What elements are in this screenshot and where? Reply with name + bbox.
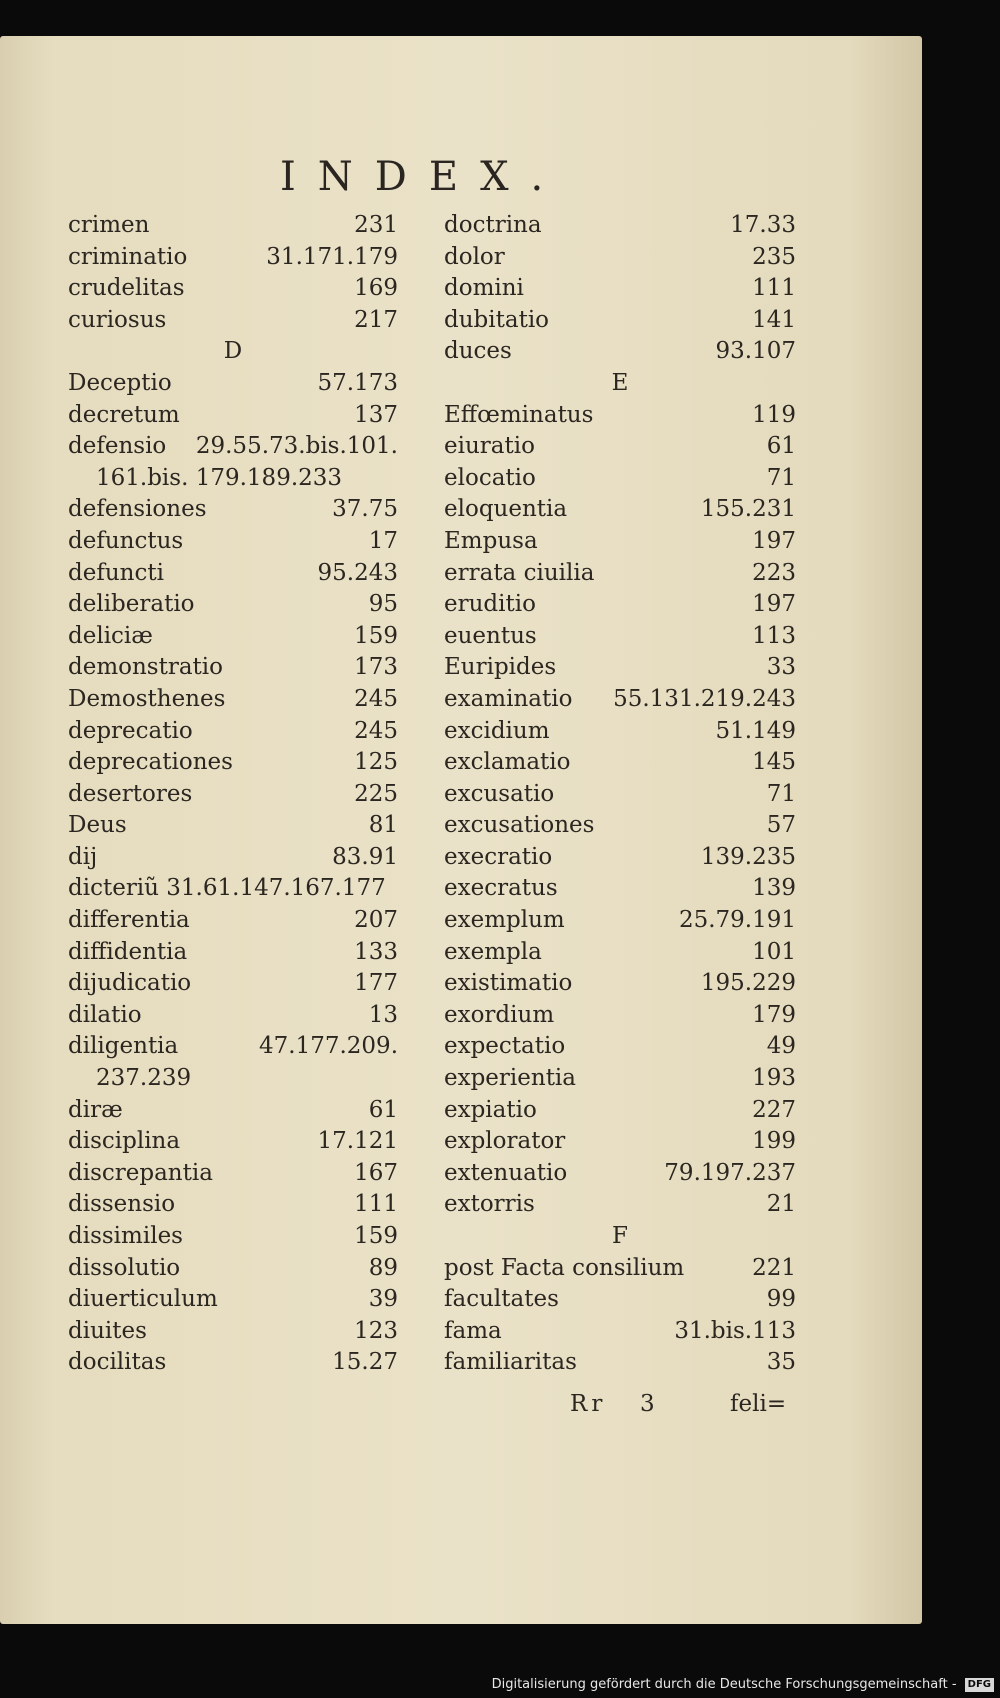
index-term: execratus bbox=[444, 875, 558, 902]
index-entry bbox=[68, 463, 398, 495]
index-term: disciplina bbox=[68, 1128, 181, 1155]
index-pages: 167 bbox=[354, 1159, 398, 1186]
index-entry bbox=[68, 747, 398, 779]
index-entry bbox=[68, 1031, 398, 1063]
index-pages: 13 bbox=[368, 1001, 398, 1028]
index-entry bbox=[68, 400, 398, 432]
index-pages: 177 bbox=[354, 970, 398, 997]
index-pages: 133 bbox=[354, 938, 398, 965]
index-entry bbox=[68, 968, 398, 1000]
index-entry bbox=[68, 905, 398, 937]
index-term: criminatio bbox=[68, 243, 188, 270]
index-pages: 17.33 bbox=[730, 212, 796, 238]
section-letter bbox=[444, 1221, 796, 1253]
index-entry bbox=[444, 589, 796, 621]
index-term: crudelitas bbox=[68, 275, 185, 302]
index-pages: 57 bbox=[766, 812, 796, 839]
index-term: defuncti bbox=[68, 559, 164, 586]
index-entry bbox=[68, 779, 398, 811]
index-pages: 55.131.219.243 bbox=[613, 685, 796, 712]
index-entry bbox=[444, 779, 796, 811]
index-term: expiatio bbox=[444, 1096, 537, 1123]
index-entry bbox=[444, 1095, 796, 1127]
index-term: exclamatio bbox=[444, 749, 571, 776]
index-pages: 25.79.191 bbox=[678, 907, 796, 934]
index-column-right bbox=[444, 210, 796, 1379]
index-pages: 33 bbox=[766, 654, 796, 681]
index-entry bbox=[444, 684, 796, 716]
index-term: fama bbox=[444, 1317, 502, 1344]
index-pages: 21 bbox=[766, 1191, 796, 1218]
index-pages: 125 bbox=[354, 749, 398, 776]
index-term: deliberatio bbox=[68, 591, 195, 618]
index-term: facultates bbox=[444, 1286, 559, 1313]
index-entry bbox=[68, 1000, 398, 1032]
section-letter-text: D bbox=[223, 338, 243, 365]
index-pages: 113 bbox=[752, 622, 796, 649]
book-page bbox=[0, 36, 922, 1624]
index-pages: 83.91 bbox=[332, 843, 398, 870]
index-term: excusationes bbox=[444, 812, 595, 839]
index-entry bbox=[68, 1126, 398, 1158]
index-pages: 49 bbox=[766, 1033, 796, 1060]
index-entry bbox=[68, 716, 398, 748]
index-term: exempla bbox=[444, 938, 542, 965]
index-entry bbox=[68, 494, 398, 526]
index-entry bbox=[444, 1253, 796, 1285]
index-entry bbox=[68, 526, 398, 558]
index-term: expectatio bbox=[444, 1033, 566, 1060]
index-entry bbox=[444, 463, 796, 495]
index-entry bbox=[68, 368, 398, 400]
catchword: feli= bbox=[730, 1391, 787, 1417]
index-entry bbox=[444, 431, 796, 463]
index-term: decretum bbox=[68, 401, 180, 428]
index-term: dissimiles bbox=[68, 1223, 183, 1249]
index-pages: 179 bbox=[752, 1001, 796, 1028]
index-pages: 225 bbox=[354, 780, 398, 807]
index-term: dolor bbox=[444, 243, 505, 270]
index-term: discrepantia bbox=[68, 1159, 213, 1186]
index-entry bbox=[444, 273, 796, 305]
index-term: examinatio bbox=[444, 685, 573, 712]
index-entry bbox=[68, 210, 398, 242]
index-pages: 231 bbox=[354, 212, 398, 238]
index-entry bbox=[444, 1000, 796, 1032]
index-entry bbox=[444, 873, 796, 905]
index-term: dijudicatio bbox=[68, 970, 192, 997]
index-pages: 197 bbox=[752, 591, 796, 618]
index-pages: 221 bbox=[752, 1254, 796, 1281]
index-term: dubitatio bbox=[444, 306, 550, 333]
index-pages: 173 bbox=[354, 654, 398, 681]
index-term: explorator bbox=[444, 1128, 566, 1155]
index-pages: 207 bbox=[354, 907, 398, 934]
index-term: deprecationes bbox=[68, 749, 233, 776]
index-entry bbox=[444, 494, 796, 526]
index-term: eiuratio bbox=[444, 433, 535, 460]
index-term: eruditio bbox=[444, 591, 536, 618]
index-pages: 139.235 bbox=[700, 843, 796, 870]
index-term: curiosus bbox=[68, 306, 167, 333]
index-term: diræ bbox=[68, 1096, 123, 1123]
index-entry bbox=[68, 937, 398, 969]
signature-number: 3 bbox=[640, 1391, 655, 1417]
index-pages: 141 bbox=[752, 306, 796, 333]
index-entry bbox=[444, 526, 796, 558]
index-entry bbox=[68, 273, 398, 305]
index-pages: 31.171.179 bbox=[266, 243, 398, 270]
index-term: deprecatio bbox=[68, 717, 193, 744]
index-term: exordium bbox=[444, 1001, 555, 1028]
index-pages: 139 bbox=[752, 875, 796, 902]
index-term: Euripides bbox=[444, 654, 557, 681]
index-pages: 137 bbox=[354, 401, 398, 428]
digitization-credit bbox=[492, 1674, 994, 1696]
index-term: dissolutio bbox=[68, 1254, 181, 1281]
index-pages: 197 bbox=[752, 527, 796, 554]
index-term: defensio bbox=[68, 433, 167, 460]
index-entry bbox=[68, 1063, 398, 1095]
index-pages: 29.55.73.bis.101. bbox=[195, 433, 398, 460]
index-term: Demosthenes bbox=[68, 685, 226, 712]
signature-mark: Rr bbox=[570, 1391, 607, 1417]
index-pages: 39 bbox=[368, 1286, 398, 1313]
index-pages: 95.243 bbox=[317, 559, 398, 586]
index-pages: 223 bbox=[752, 559, 796, 586]
index-pages: 57.173 bbox=[317, 369, 398, 396]
index-term: diuites bbox=[68, 1317, 147, 1344]
index-entry bbox=[444, 336, 796, 368]
index-pages: 95 bbox=[368, 591, 398, 618]
index-entry bbox=[68, 1189, 398, 1221]
index-pages: 227 bbox=[752, 1096, 796, 1123]
index-pages: 101 bbox=[752, 938, 796, 965]
index-pages: 61 bbox=[368, 1096, 398, 1123]
index-entry bbox=[68, 1253, 398, 1285]
index-pages: 89 bbox=[368, 1254, 398, 1281]
index-term: Deus bbox=[68, 812, 127, 839]
index-pages: 119 bbox=[752, 401, 796, 428]
index-pages: 81 bbox=[368, 812, 398, 839]
index-term: 161.bis. 179.189.233 bbox=[96, 464, 343, 491]
index-term: dij bbox=[68, 843, 98, 870]
index-entry bbox=[444, 810, 796, 842]
index-term: existimatio bbox=[444, 970, 573, 997]
index-term: euentus bbox=[444, 622, 537, 649]
index-entry bbox=[444, 1316, 796, 1348]
index-pages: 17 bbox=[368, 527, 398, 554]
index-entry bbox=[68, 558, 398, 590]
index-entry bbox=[68, 242, 398, 274]
index-term: demonstratio bbox=[68, 654, 224, 681]
index-term: diffidentia bbox=[68, 938, 188, 965]
index-pages: 245 bbox=[354, 685, 398, 712]
index-term: defunctus bbox=[68, 527, 184, 554]
index-entry bbox=[444, 747, 796, 779]
index-pages: 159 bbox=[354, 1223, 398, 1249]
section-letter bbox=[444, 368, 796, 400]
index-entry bbox=[68, 1347, 398, 1379]
index-pages: 15.27 bbox=[332, 1349, 398, 1376]
index-term: domini bbox=[444, 275, 524, 302]
index-pages: 111 bbox=[354, 1191, 398, 1218]
section-letter-text: F bbox=[612, 1223, 628, 1249]
index-entry bbox=[444, 842, 796, 874]
index-pages: 169 bbox=[354, 275, 398, 302]
credit-text: Digitalisierung gefördert durch die Deutsche Forschungsgemeinschaft - bbox=[491, 1677, 957, 1692]
index-pages: 71 bbox=[766, 780, 796, 807]
index-entry bbox=[444, 1063, 796, 1095]
index-term: deliciæ bbox=[68, 622, 153, 649]
dfg-logo: DFG bbox=[965, 1678, 994, 1692]
index-term: experientia bbox=[444, 1065, 577, 1092]
index-pages: 155.231 bbox=[700, 496, 796, 523]
index-pages: 61 bbox=[766, 433, 796, 460]
index-term: elocatio bbox=[444, 464, 536, 491]
index-term: defensiones bbox=[68, 496, 207, 523]
index-term: excidium bbox=[444, 717, 550, 744]
index-entry bbox=[444, 1189, 796, 1221]
index-pages: 123 bbox=[354, 1317, 398, 1344]
index-pages: 159 bbox=[354, 622, 398, 649]
index-entry bbox=[444, 558, 796, 590]
index-pages: 195.229 bbox=[700, 970, 796, 997]
index-entry bbox=[68, 652, 398, 684]
index-column-left bbox=[68, 210, 398, 1379]
index-pages: 145 bbox=[752, 749, 796, 776]
index-term: dicteriũ 31.61.147.167.177 bbox=[68, 875, 386, 902]
index-entry bbox=[444, 716, 796, 748]
index-pages: 199 bbox=[752, 1128, 796, 1155]
index-term: diuerticulum bbox=[68, 1286, 218, 1313]
index-pages: 35 bbox=[766, 1349, 796, 1376]
index-pages: 193 bbox=[752, 1065, 796, 1092]
index-entry bbox=[68, 842, 398, 874]
index-term: duces bbox=[444, 338, 512, 365]
index-term: dilatio bbox=[68, 1001, 142, 1028]
index-pages: 47.177.209. bbox=[259, 1033, 398, 1060]
index-pages: 217 bbox=[354, 306, 398, 333]
index-entry bbox=[444, 905, 796, 937]
index-pages: 17.121 bbox=[317, 1128, 398, 1155]
index-term: extorris bbox=[444, 1191, 535, 1218]
index-entry bbox=[444, 968, 796, 1000]
index-entry bbox=[68, 1221, 398, 1253]
index-entry bbox=[444, 1158, 796, 1190]
index-entry bbox=[444, 400, 796, 432]
index-entry bbox=[68, 684, 398, 716]
index-pages: 37.75 bbox=[332, 496, 398, 523]
index-term: dissensio bbox=[68, 1191, 176, 1218]
index-term: familiaritas bbox=[444, 1349, 577, 1376]
section-letter-text: E bbox=[611, 369, 629, 396]
index-term: post Facta consilium bbox=[444, 1254, 685, 1281]
index-entry bbox=[444, 1126, 796, 1158]
index-term: 237.239 bbox=[96, 1065, 192, 1092]
index-entry bbox=[444, 1284, 796, 1316]
index-term: diligentia bbox=[68, 1033, 179, 1060]
index-pages: 93.107 bbox=[715, 338, 796, 365]
index-pages: 31.bis.113 bbox=[674, 1317, 796, 1344]
index-term: eloquentia bbox=[444, 496, 568, 523]
index-term: execratio bbox=[444, 843, 553, 870]
index-entry bbox=[68, 1158, 398, 1190]
index-term: crimen bbox=[68, 212, 150, 238]
index-term: Effœminatus bbox=[444, 401, 594, 428]
index-term: extenuatio bbox=[444, 1159, 568, 1186]
index-term: Empusa bbox=[444, 527, 538, 554]
index-pages: 51.149 bbox=[715, 717, 796, 744]
index-term: doctrina bbox=[444, 212, 542, 238]
index-entry bbox=[444, 242, 796, 274]
index-entry bbox=[444, 1031, 796, 1063]
index-entry bbox=[68, 431, 398, 463]
index-entry bbox=[68, 1316, 398, 1348]
index-term: docilitas bbox=[68, 1349, 167, 1376]
index-entry bbox=[444, 210, 796, 242]
index-entry bbox=[68, 1284, 398, 1316]
index-entry bbox=[68, 305, 398, 337]
index-term: errata ciuilia bbox=[444, 559, 595, 586]
index-pages: 235 bbox=[752, 243, 796, 270]
index-entry bbox=[444, 305, 796, 337]
index-pages: 99 bbox=[766, 1286, 796, 1313]
index-entry bbox=[444, 652, 796, 684]
index-pages: 245 bbox=[354, 717, 398, 744]
index-entry bbox=[68, 810, 398, 842]
index-term: exemplum bbox=[444, 907, 565, 934]
index-pages: 111 bbox=[752, 275, 796, 302]
index-entry bbox=[68, 1095, 398, 1127]
index-entry bbox=[444, 1347, 796, 1379]
index-term: desertores bbox=[68, 780, 193, 807]
index-entry bbox=[444, 621, 796, 653]
index-entry bbox=[68, 589, 398, 621]
index-entry bbox=[68, 621, 398, 653]
index-term: Deceptio bbox=[68, 369, 172, 396]
index-term: excusatio bbox=[444, 780, 555, 807]
index-entry bbox=[68, 873, 398, 905]
section-letter bbox=[68, 336, 398, 368]
index-entry bbox=[444, 937, 796, 969]
page-title: INDEX. bbox=[280, 154, 566, 200]
index-term: differentia bbox=[68, 907, 190, 934]
index-pages: 79.197.237 bbox=[664, 1159, 796, 1186]
index-pages: 71 bbox=[766, 464, 796, 491]
